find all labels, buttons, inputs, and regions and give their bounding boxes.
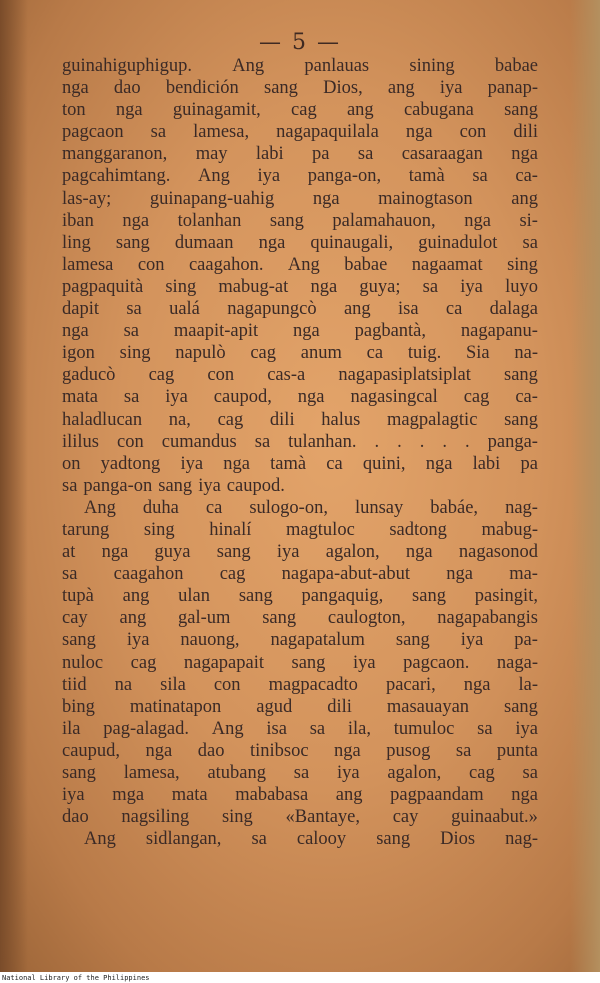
text-line: iban nga tolanhan sang palamahauon, nga si- [62,210,538,231]
text-line: Ang sidlangan, sa calooy sang Dios nag- [84,829,538,850]
text-line: dapit sa ualá nagapungcò ang isa ca dalaga [62,299,538,320]
text-line: on yadtong iya nga tamà ca quini, nga labi pa [62,453,538,474]
text-line: nga dao bendición sang Dios, ang iya panap- [62,78,538,99]
page-left-shadow [0,0,28,972]
text-line: pagcahimtang. Ang iya panga-on, tamà sa ca- [62,166,538,187]
text-line: manggaranon, may labi pa sa casaraagan nga [62,144,538,165]
page-number: — 5 — [259,30,341,55]
library-credit: National Library of the Philippines [2,974,150,982]
page-right-edge [570,0,600,972]
text-line: bing matinatapon agud dili masauayan sang [62,696,538,717]
text-line: ila pag-alagad. Ang isa sa ila, tumuloc sa iya [62,718,538,739]
text-line: Ang duha ca sulogo-on, lunsay babáe, nag- [84,497,538,518]
text-line: pagpaquità sing mabug-at nga guya; sa iya luyo [62,276,538,297]
text-line: sa caagahon cag nagapa-abut-abut nga ma- [62,564,538,585]
text-line: sa panga-on sang iya caupod. [62,475,285,496]
text-line: dao nagsiling sing «Bantaye, cay guinaabut.» [62,807,538,828]
text-line: nuloc cag nagapapait sang iya pagcaon. naga- [62,652,538,673]
text-line: las-ay; guinapang-uahig nga mainogtason ang [62,188,538,209]
text-line: ton nga guinagamit, cag ang cabugana sang [62,100,538,121]
text-line: haladlucan na, cag dili halus magpalagtic sang [62,409,538,430]
text-line: mata sa iya caupod, nga nagasingcal cag ca- [62,387,538,408]
text-line: caupud, nga dao tinibsoc nga pusog sa punta [62,740,538,761]
text-line: tupà ang ulan sang pangaquig, sang pasingit, [62,586,538,607]
text-line: guinahiguphigup. Ang panlauas sining babae [62,56,538,76]
text-line: sang iya nauong, nagapatalum sang iya pa- [62,630,538,651]
text-line: ling sang dumaan nga quinaugali, guinadulot sa [62,232,538,253]
text-line: tarung sing hinalí magtuloc sadtong mabug- [62,519,538,540]
text-line: ililus con cumandus sa tulanhan. . . . . . panga- [62,431,538,452]
text-line: sang lamesa, atubang sa iya agalon, cag sa [62,763,538,783]
text-line: at nga guya sang iya agalon, nga nagasonod [62,542,538,563]
text-line: iya mga mata mababasa ang pagpaandam nga [62,785,538,806]
text-line: igon sing napulò cag anum ca tuig. Sia na- [62,343,538,364]
text-line: gaducò cag con cas-a nagapasiplatsiplat sang [62,365,538,386]
text-line: pagcaon sa lamesa, nagapaquilala nga con dili [62,122,538,143]
text-line: tiid na sila con magpacadto pacari, nga la- [62,674,538,695]
text-line: lamesa con caagahon. Ang babae nagaamat sing [62,254,538,275]
text-line: nga sa maapit-apit nga pagbantà, nagapanu- [62,321,538,342]
body-text [62,55,538,850]
text-line: cay ang gal-um sang caulogton, nagapabangis [62,608,538,629]
